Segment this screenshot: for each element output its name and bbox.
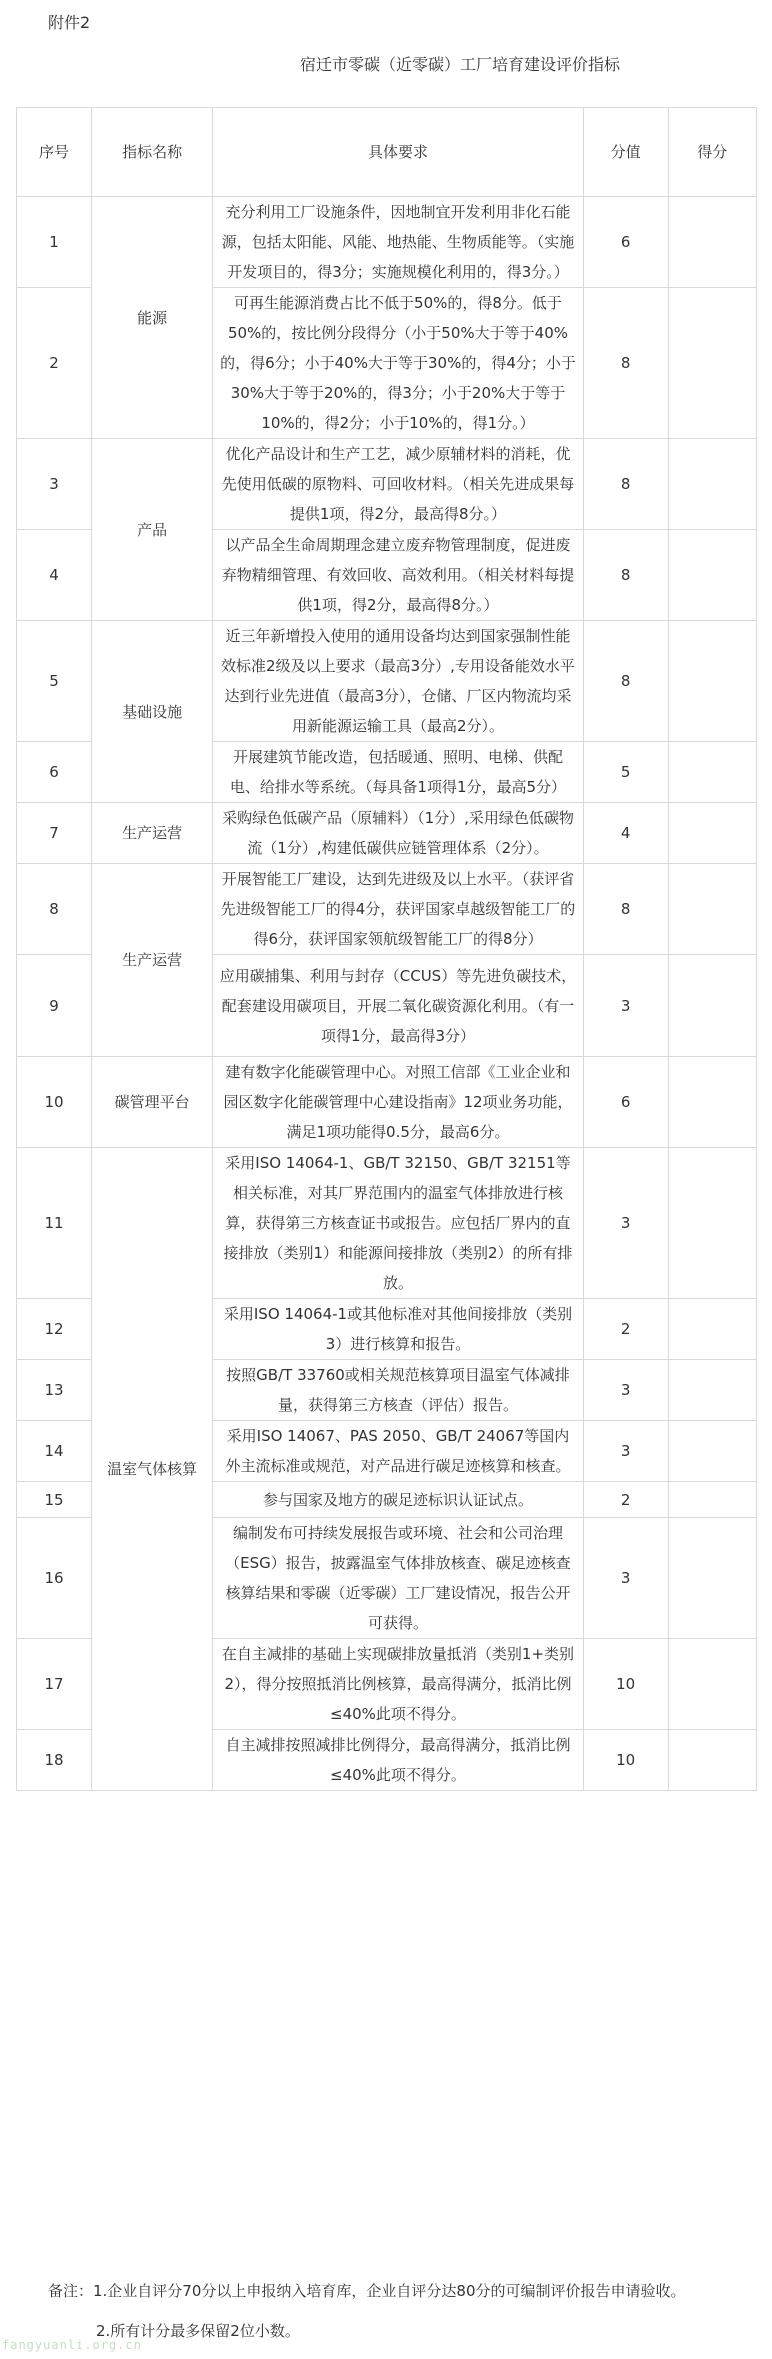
row-score: 8 bbox=[583, 864, 668, 955]
row-score: 6 bbox=[583, 1057, 668, 1148]
indicator-name: 生产运营 bbox=[92, 864, 213, 1057]
row-earned bbox=[668, 1730, 756, 1791]
row-score: 2 bbox=[583, 1482, 668, 1518]
row-earned bbox=[668, 1299, 756, 1360]
row-seq: 13 bbox=[17, 1360, 92, 1421]
row-seq: 16 bbox=[17, 1518, 92, 1639]
row-seq: 14 bbox=[17, 1421, 92, 1482]
row-requirement: 以产品全生命周期理念建立废弃物管理制度，促进废弃物精细管理、有效回收、高效利用。（相关材料每提供1项，得2分，最高得8分。） bbox=[213, 530, 584, 621]
row-earned bbox=[668, 439, 756, 530]
header-indicator: 指标名称 bbox=[92, 108, 213, 197]
table-header-row bbox=[17, 108, 757, 197]
row-seq: 4 bbox=[17, 530, 92, 621]
indicator-name: 产品 bbox=[92, 439, 213, 621]
row-seq: 7 bbox=[17, 803, 92, 864]
row-score: 4 bbox=[583, 803, 668, 864]
row-requirement: 采用ISO 14064-1或其他标准对其他间接排放（类别3）进行核算和报告。 bbox=[213, 1299, 584, 1360]
row-requirement: 近三年新增投入使用的通用设备均达到国家强制性能效标准2级及以上要求（最高3分）,专用设备能效水平达到行业先进值（最高3分），仓储、厂区内物流均采用新能源运输工具（最高2分）。 bbox=[213, 621, 584, 742]
row-seq: 1 bbox=[17, 197, 92, 288]
page-title: 宿迁市零碳（近零碳）工厂培育建设评价指标 bbox=[300, 55, 621, 74]
row-requirement: 可再生能源消费占比不低于50%的，得8分。低于50%的，按比例分段得分（小于50%大于等于40%的，得6分；小于40%大于等于30%的，得4分；小于30%大于等于20%的，得3分；小于20%大于等于10%的，得2分；小于10%的，得1分。） bbox=[213, 288, 584, 439]
row-requirement: 采用ISO 14064-1、GB/T 32150、GB/T 32151等相关标准，对其厂界范围内的温室气体排放进行核算，获得第三方核查证书或报告。应包括厂界内的直接排放（类别1）和能源间接排放（类别2）的所有排放。 bbox=[213, 1148, 584, 1299]
header-earned: 得分 bbox=[668, 108, 756, 197]
row-earned bbox=[668, 1057, 756, 1148]
row-earned bbox=[668, 803, 756, 864]
row-requirement: 开展建筑节能改造，包括暖通、照明、电梯、供配电、给排水等系统。（每具备1项得1分，最高5分） bbox=[213, 742, 584, 803]
table-row bbox=[17, 864, 757, 955]
row-earned bbox=[668, 955, 756, 1057]
row-score: 10 bbox=[583, 1639, 668, 1730]
row-seq: 15 bbox=[17, 1482, 92, 1518]
table-row bbox=[17, 1148, 757, 1299]
row-requirement: 充分利用工厂设施条件，因地制宜开发利用非化石能源，包括太阳能、风能、地热能、生物质能等。（实施开发项目的，得3分；实施规模化利用的，得3分。） bbox=[213, 197, 584, 288]
table-row bbox=[17, 439, 757, 530]
row-seq: 9 bbox=[17, 955, 92, 1057]
row-earned bbox=[668, 1148, 756, 1299]
table-body bbox=[17, 197, 757, 1791]
row-requirement: 采用ISO 14067、PAS 2050、GB/T 24067等国内外主流标准或规范，对产品进行碳足迹核算和核查。 bbox=[213, 1421, 584, 1482]
row-score: 3 bbox=[583, 1421, 668, 1482]
row-seq: 12 bbox=[17, 1299, 92, 1360]
row-score: 2 bbox=[583, 1299, 668, 1360]
indicator-name: 温室气体核算 bbox=[92, 1148, 213, 1791]
table-row bbox=[17, 621, 757, 742]
header-requirement: 具体要求 bbox=[213, 108, 584, 197]
note-line-2: 2.所有计分最多保留2位小数。 bbox=[96, 2322, 300, 2340]
header-seq: 序号 bbox=[17, 108, 92, 197]
row-earned bbox=[668, 742, 756, 803]
row-score: 10 bbox=[583, 1730, 668, 1791]
indicator-name: 基础设施 bbox=[92, 621, 213, 803]
table-row bbox=[17, 197, 757, 288]
row-earned bbox=[668, 1360, 756, 1421]
row-earned bbox=[668, 621, 756, 742]
watermark: fangyuanli.org.cn bbox=[2, 2338, 142, 2352]
row-seq: 10 bbox=[17, 1057, 92, 1148]
row-score: 3 bbox=[583, 1518, 668, 1639]
row-earned bbox=[668, 1421, 756, 1482]
row-requirement: 自主减排按照减排比例得分，最高得满分，抵消比例≤40%此项不得分。 bbox=[213, 1730, 584, 1791]
row-score: 8 bbox=[583, 530, 668, 621]
row-score: 8 bbox=[583, 439, 668, 530]
header-score: 分值 bbox=[583, 108, 668, 197]
row-seq: 6 bbox=[17, 742, 92, 803]
row-requirement: 建有数字化能碳管理中心。对照工信部《工业企业和园区数字化能碳管理中心建设指南》12项业务功能，满足1项功能得0.5分，最高6分。 bbox=[213, 1057, 584, 1148]
row-seq: 8 bbox=[17, 864, 92, 955]
indicator-name: 碳管理平台 bbox=[92, 1057, 213, 1148]
row-requirement: 按照GB/T 33760或相关规范核算项目温室气体减排量，获得第三方核查（评估）报告。 bbox=[213, 1360, 584, 1421]
row-earned bbox=[668, 197, 756, 288]
row-earned bbox=[668, 1639, 756, 1730]
row-score: 3 bbox=[583, 955, 668, 1057]
row-requirement: 在自主减排的基础上实现碳排放量抵消（类别1+类别2），得分按照抵消比例核算，最高得满分，抵消比例≤40%此项不得分。 bbox=[213, 1639, 584, 1730]
row-earned bbox=[668, 1518, 756, 1639]
evaluation-table bbox=[16, 107, 757, 1791]
row-score: 5 bbox=[583, 742, 668, 803]
row-score: 6 bbox=[583, 197, 668, 288]
row-score: 3 bbox=[583, 1148, 668, 1299]
row-earned bbox=[668, 1482, 756, 1518]
row-earned bbox=[668, 288, 756, 439]
row-seq: 2 bbox=[17, 288, 92, 439]
table-row bbox=[17, 1057, 757, 1148]
indicator-name: 生产运营 bbox=[92, 803, 213, 864]
indicator-name: 能源 bbox=[92, 197, 213, 439]
row-requirement: 参与国家及地方的碳足迹标识认证试点。 bbox=[213, 1482, 584, 1518]
row-requirement: 开展智能工厂建设，达到先进级及以上水平。（获评省先进级智能工厂的得4分，获评国家卓越级智能工厂的得6分，获评国家领航级智能工厂的得8分） bbox=[213, 864, 584, 955]
row-earned bbox=[668, 530, 756, 621]
row-score: 8 bbox=[583, 621, 668, 742]
row-requirement: 优化产品设计和生产工艺，减少原辅材料的消耗，优先使用低碳的原物料、可回收材料。（相关先进成果每提供1项，得2分，最高得8分。） bbox=[213, 439, 584, 530]
attachment-label: 附件2 bbox=[48, 13, 91, 32]
row-requirement: 采购绿色低碳产品（原辅料）（1分）,采用绿色低碳物流（1分）,构建低碳供应链管理体系（2分）。 bbox=[213, 803, 584, 864]
row-seq: 18 bbox=[17, 1730, 92, 1791]
row-score: 3 bbox=[583, 1360, 668, 1421]
row-seq: 5 bbox=[17, 621, 92, 742]
row-requirement: 应用碳捕集、利用与封存（CCUS）等先进负碳技术，配套建设用碳项目，开展二氧化碳资源化利用。（有一项得1分，最高得3分） bbox=[213, 955, 584, 1057]
row-seq: 3 bbox=[17, 439, 92, 530]
row-seq: 11 bbox=[17, 1148, 92, 1299]
row-score: 8 bbox=[583, 288, 668, 439]
table-row bbox=[17, 803, 757, 864]
row-requirement: 编制发布可持续发展报告或环境、社会和公司治理（ESG）报告，披露温室气体排放核查、碳足迹核查核算结果和零碳（近零碳）工厂建设情况，报告公开可获得。 bbox=[213, 1518, 584, 1639]
row-earned bbox=[668, 864, 756, 955]
note-line-1: 备注：1.企业自评分70分以上申报纳入培育库，企业自评分达80分的可编制评价报告申请验收。 bbox=[48, 2282, 686, 2300]
row-seq: 17 bbox=[17, 1639, 92, 1730]
